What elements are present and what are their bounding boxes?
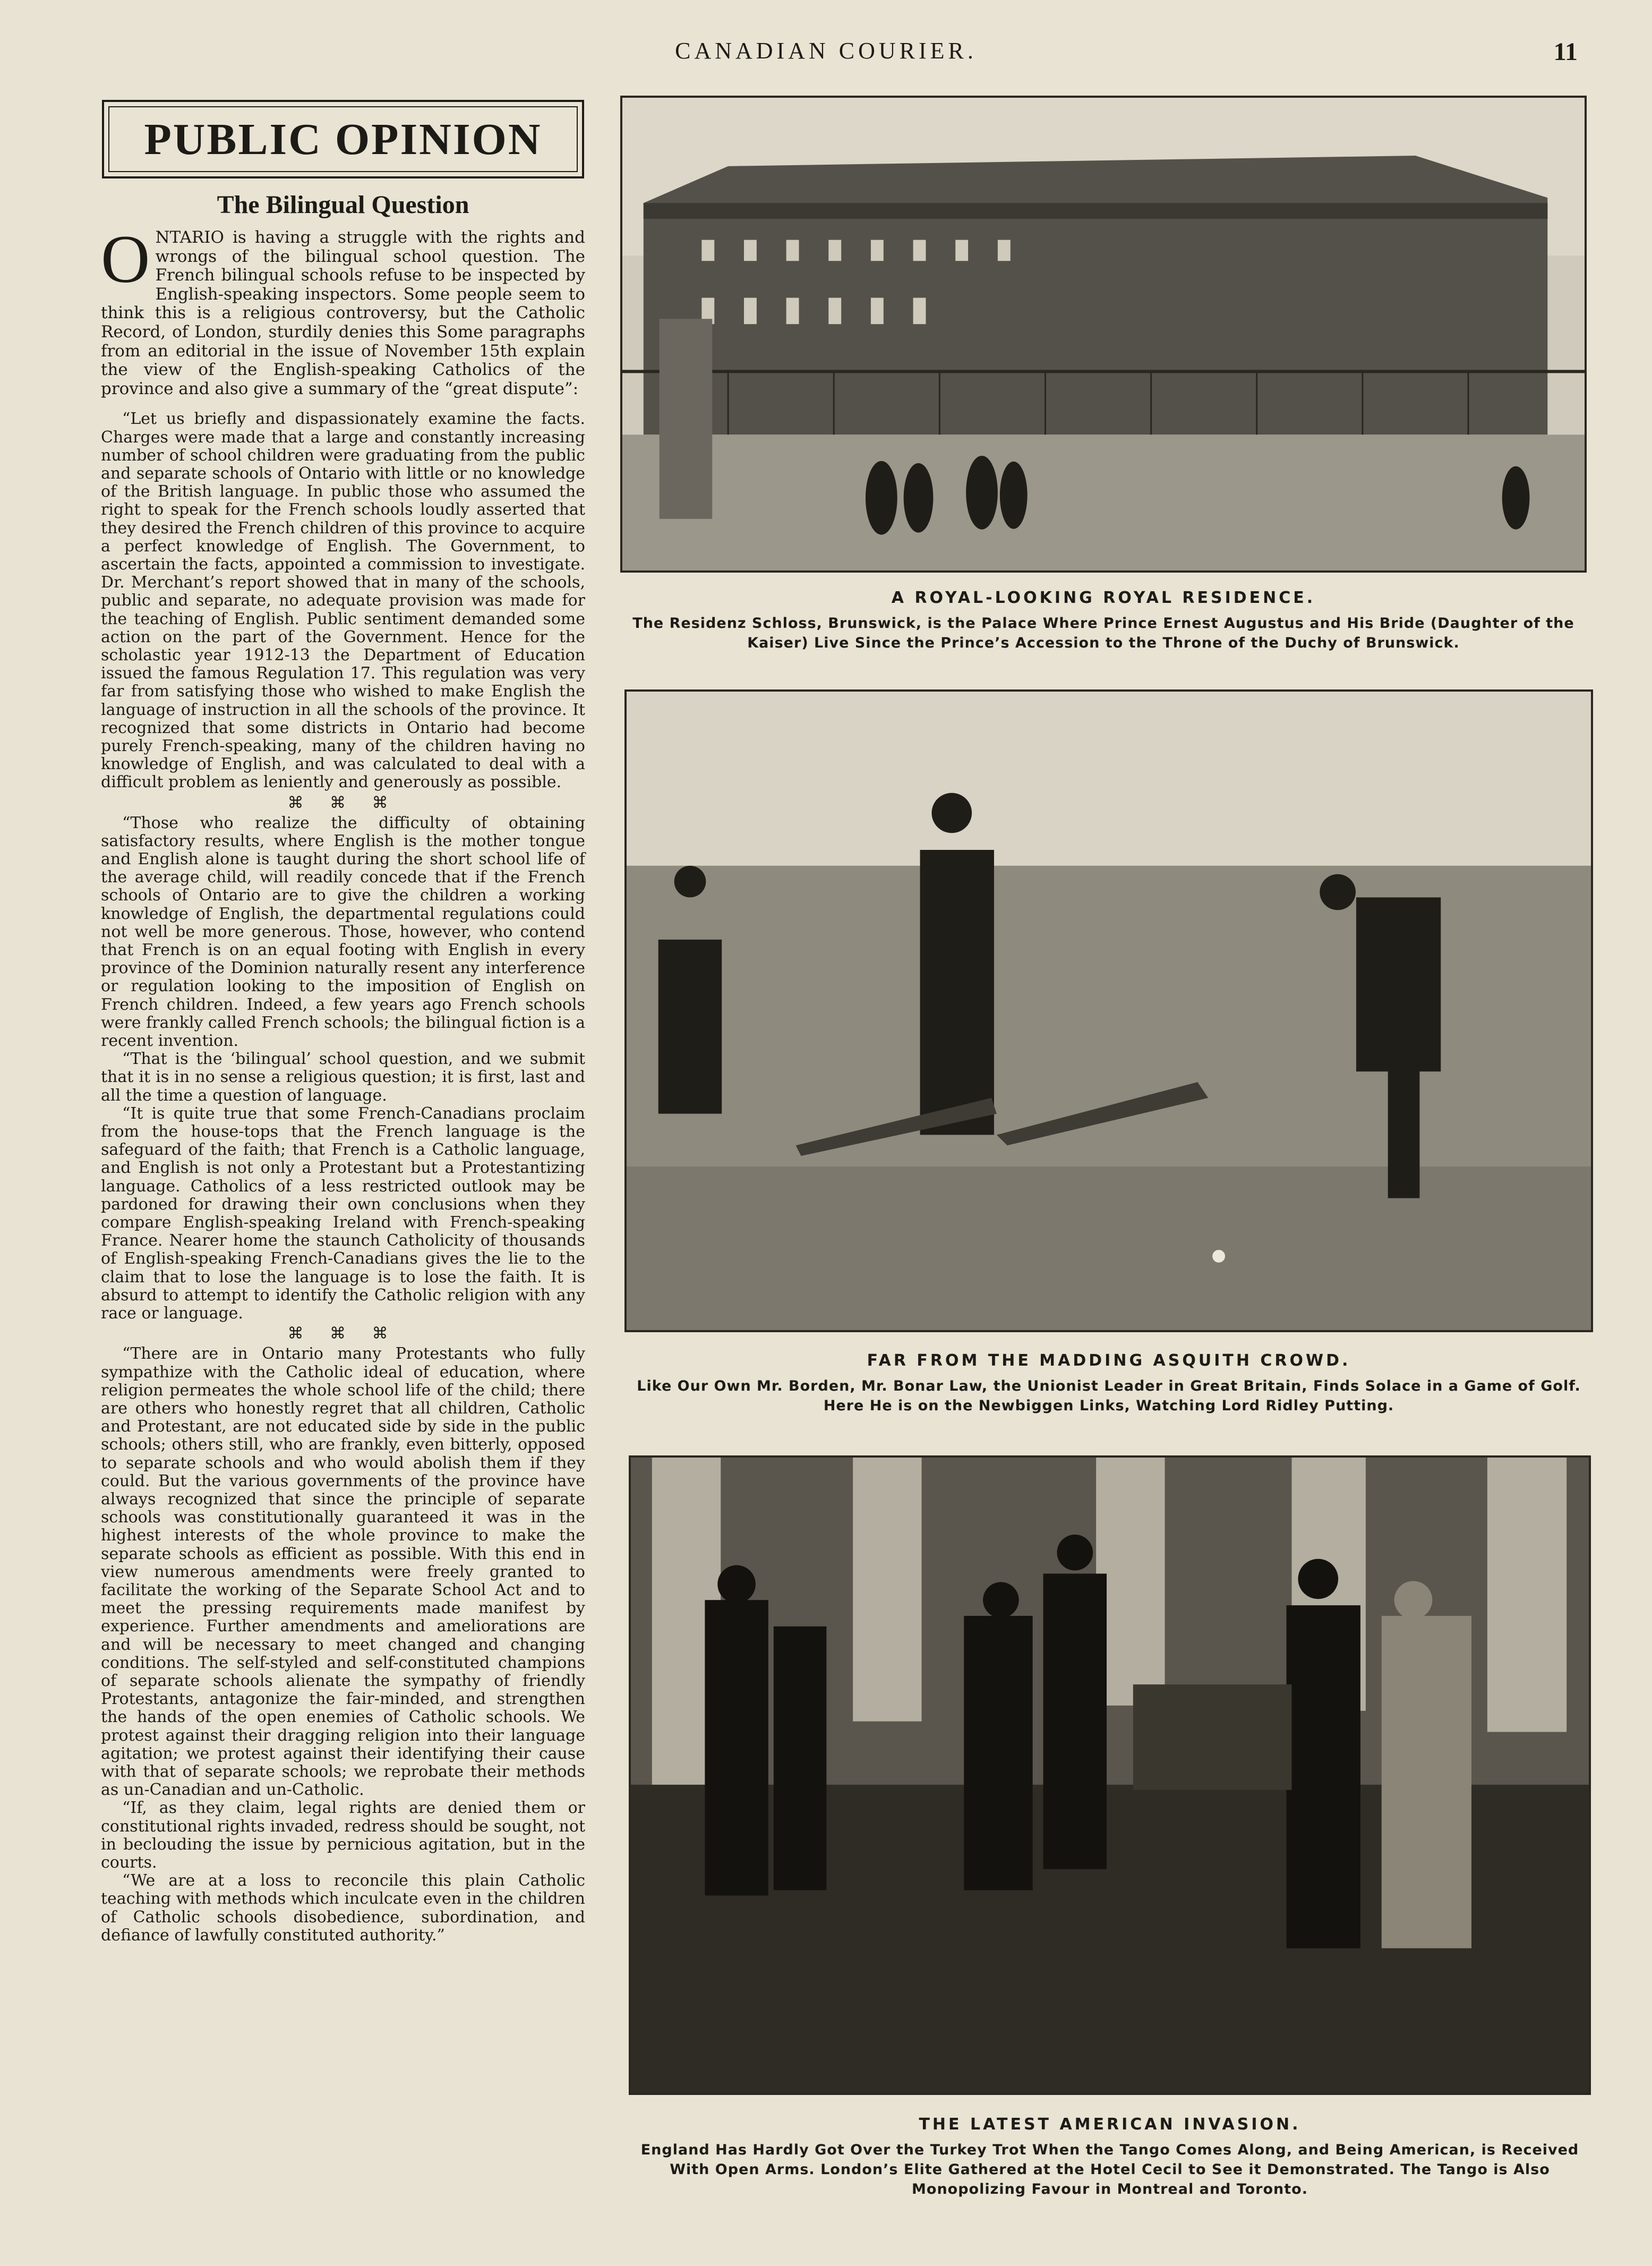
palace-caption [620,589,1587,653]
paragraph-4: “It is quite true that some French-Canadians proclaim from the house-tops that the French language is the safeguard of the faith; that French is a Catholic language, and English is not only a Protestant but a Protestantizing language. Catholics of a less restricted outlook may be pardoned for drawing their own conclusions when they compare English-speaking Ireland with French-speaking France. Nearer home the staunch Catholicity of thousands of English-speaking French-Canadians gives the lie to the claim that to lose the language is to lose the faith. It is absurd to attempt to identify the Catholic religion with any race or language. [101,1104,585,1323]
intro-paragraph [101,222,585,398]
article-subheading: The Bilingual Question [217,191,469,219]
palace-photo-art [622,98,1585,570]
intro-text: NTARIO is having a struggle with the rights and wrongs of the bilingual school question. The French bilingual schools refuse to be inspected by English-speaking inspectors. Some people seem to think this is a religious controversy, but the Catholic Record, of London, sturdily denies this Some paragraphs from an editorial in the issue of November 15th explain the view of the English-speaking Catholics of the province and also give a summary of the “great dispute”: [101,228,585,398]
golf-caption-title: FAR FROM THE MADDING ASQUITH CROWD. [867,1351,1351,1370]
paragraph-7: “We are at a loss to reconcile this plain Catholic teaching with methods which inculcate even in the children of Catholic schools disobedience, subordination, and defiance of lawfully constituted authority.” [101,1871,585,1945]
tango-caption [629,2115,1591,2199]
palace-photo [620,96,1587,573]
drop-cap: O [101,222,150,297]
section-heading: PUBLIC OPINION [108,106,578,172]
ornament-divider: ⌘ ⌘ ⌘ [287,1324,399,1343]
golf-caption [624,1351,1593,1416]
running-head: CANADIAN COURIER. [675,38,977,64]
article-column [101,222,585,1945]
tango-photo-art [631,1458,1589,2093]
paragraph-6: “If, as they claim, legal rights are denied them or constitutional rights invaded, redress should be sought, not in beclouding the issue by pernicious agitation, but in the courts. [101,1799,585,1872]
golf-photo [624,689,1593,1332]
tango-caption-title: THE LATEST AMERICAN INVASION. [919,2115,1301,2134]
ornament-divider: ⌘ ⌘ ⌘ [287,793,399,812]
golf-caption-text: Like Our Own Mr. Borden, Mr. Bonar Law, the Unionist Leader in Great Britain, Finds Solace in a Game of Golf. Here He is on the Newbiggen Links, Watching Lord Ridley Putting. [637,1378,1581,1414]
paragraph-3: “That is the ‘bilingual’ school question, and we submit that it is in no sense a religious question; it is first, last and all the time a question of language. [101,1050,585,1105]
tango-caption-text: England Has Hardly Got Over the Turkey Trot When the Tango Comes Along, and Being American, is Received With Open Arms. London’s Elite Gathered at the Hotel Cecil to See it Demonstrated. The Tango is Also Monopolizing Favour in Montreal and Toronto. [640,2142,1579,2197]
page-number: 11 [1553,38,1578,66]
tango-photo [629,1455,1591,2095]
palace-caption-title: A ROYAL-LOOKING ROYAL RESIDENCE. [891,589,1316,607]
paragraph-2: “Those who realize the difficulty of obtaining satisfactory results, where English is the mother tongue and English alone is taught during the short school life of the average child, will readily concede that if the French schools of Ontario are to give the children a working knowledge of English, the departmental regulations could not well be more generous. Those, however, who contend that French is on an equal footing with English in every province of the Dominion naturally resent any interference or regulation looking to the imposition of English on French children. Indeed, a few years ago French schools were frankly called French schools; the bilingual fiction is a recent invention. [101,813,585,1051]
paragraph-5: “There are in Ontario many Protestants who fully sympathize with the Catholic ideal of education, where religion permeates the whole school life of the child; there are others who honestly regret that all children, Catholic and Protestant, are not educated side by side in the public schools; others still, who are frankly, even bitterly, opposed to separate schools and who would abolish them if they could. But the various governments of the province have always recognized that since the principle of separate schools was constitutionally guaranteed it was in the highest interests of the whole province to make the separate schools as efficient as possible. With this end in view numerous amendments were freely granted to facilitate the working of the Separate School Act and to meet the pressing requirements made manifest by experience. Further amendments and ameliorations are and will be necessary to meet changed and changing conditions. The self-styled and self-constituted champions of separate schools alienate the sympathy of friendly Protestants, antagonize the fair-minded, and strengthen the hands of the open enemies of Catholic schools. We protest against their dragging religion into their language agitation; we protest against their identifying their cause with that of separate schools; we reprobate their methods as un-Canadian and un-Catholic. [101,1344,585,1800]
palace-caption-text: The Residenz Schloss, Brunswick, is the Palace Where Prince Ernest Augustus and His Bride (Daughter of the Kaiser) Live Since the Prince’s Accession to the Throne of the Duchy of Brunswick. [632,615,1574,651]
section-heading-box [102,100,584,178]
golf-photo-art [627,692,1591,1330]
paragraph-1: “Let us briefly and dispassionately examine the facts. Charges were made that a large and constantly increasing number of school children were graduating from the public and separate schools of Ontario with little or no knowledge of the British language. In public those who assumed the right to speak for the French schools loudly asserted that they desired the French children of this province to acquire a perfect knowledge of English. The Government, to ascertain the facts, appointed a commission to investigate. Dr. Merchant’s report showed that in many of the schools, public and separate, no adequate provision was made for the teaching of English. Public sentiment demanded some action on the part of the Government. Hence for the scholastic year 1912-13 the Department of Education issued the famous Regulation 17. This regulation was very far from satisfying those who wished to make English the language of instruction in all the schools of the province. It recognized that some districts in Ontario had become purely French-speaking, many of the children having no knowledge of English, and was calculated to deal with a difficult problem as leniently and generously as possible. [101,410,585,792]
